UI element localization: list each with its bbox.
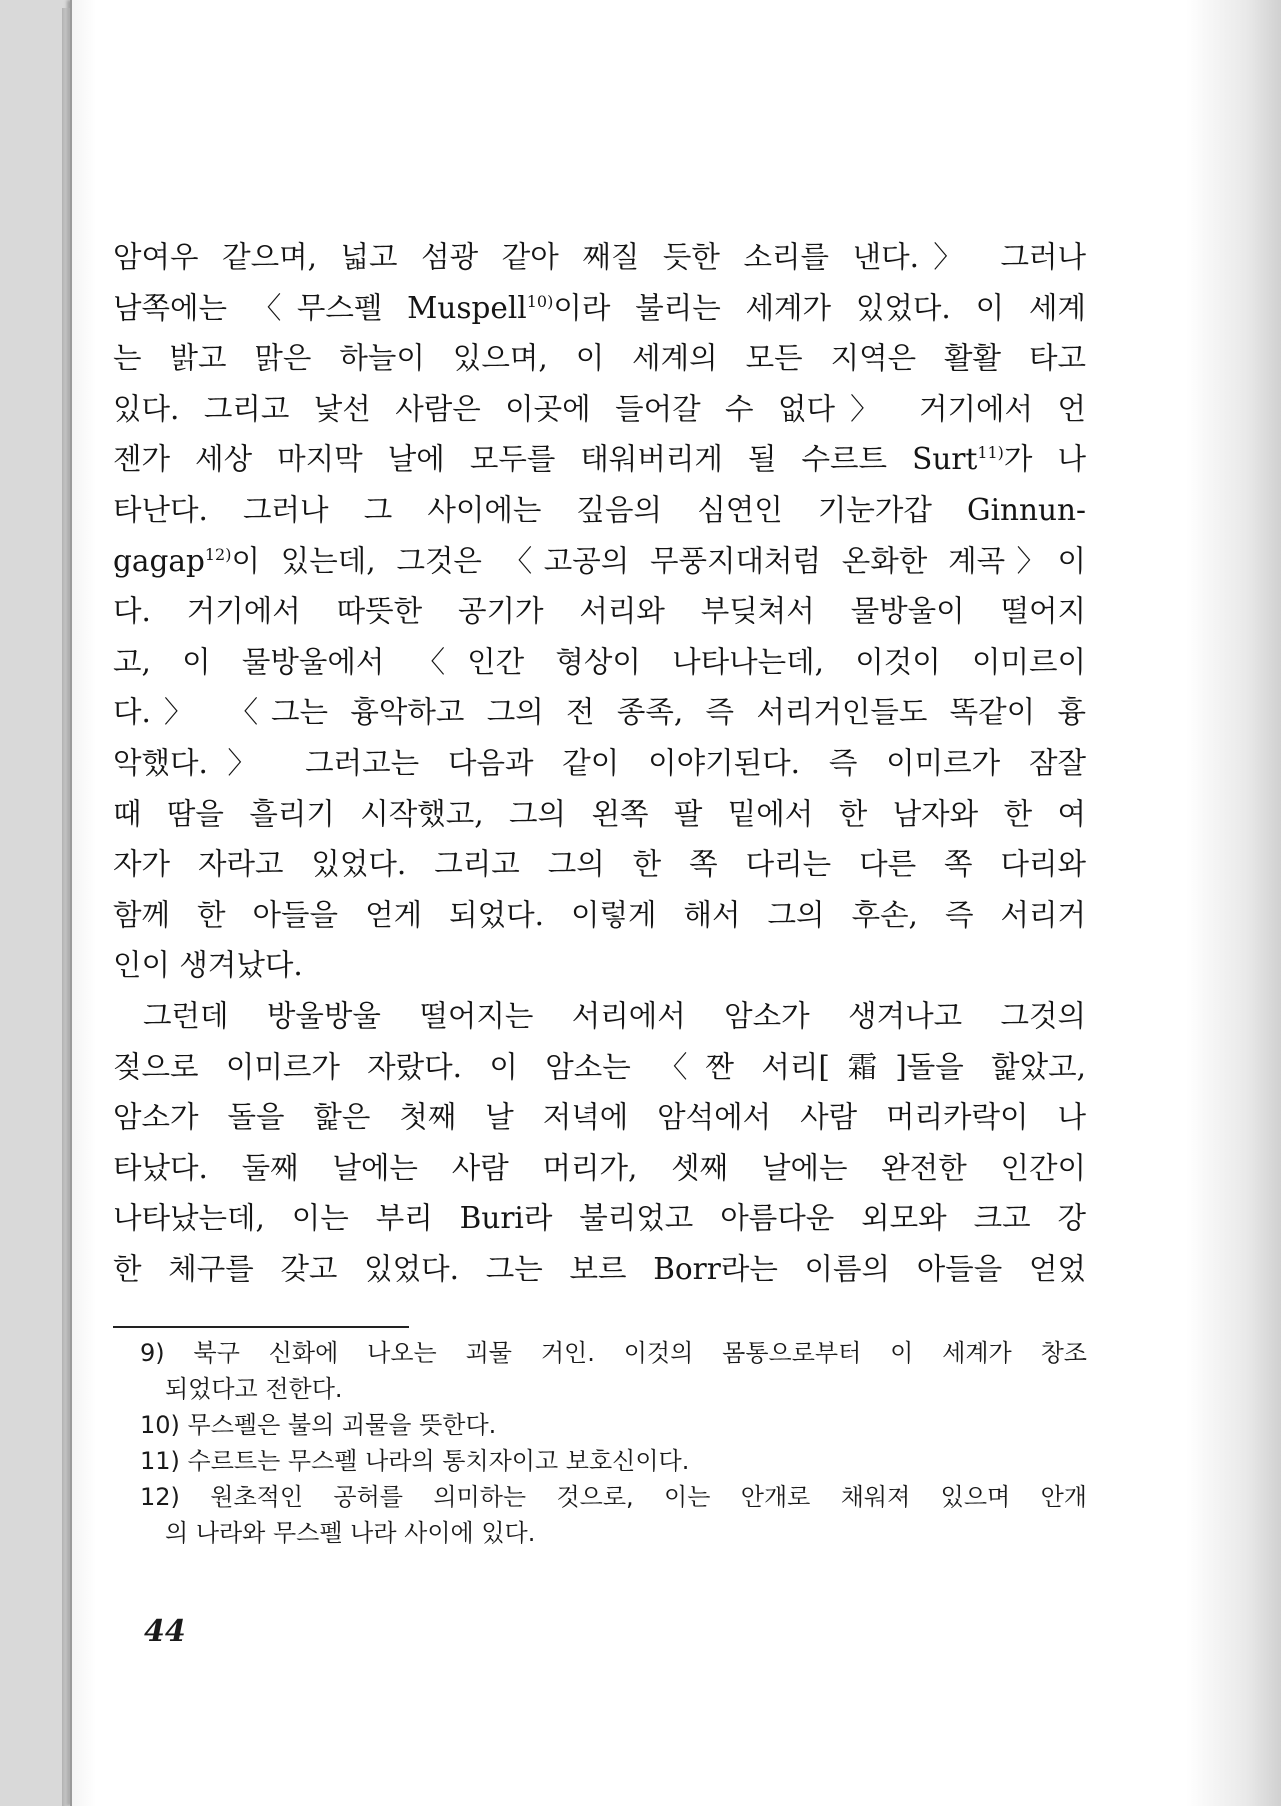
text-line: 는 밝고 맑은 하늘이 있으며, 이 세계의 모든 지역은 활활 타고 <box>113 341 1086 376</box>
text-line: 고, 이 물방울에서 〈인간 형상이 나타나는데, 이것이 이미르이 <box>113 644 1086 679</box>
text-line: 그런데 방울방울 떨어지는 서리에서 암소가 생겨나고 그것의 <box>143 998 1086 1033</box>
footnote-12: 12) 원초적인 공허를 의미하는 것으로, 이는 안개로 채워져 있으며 안개 <box>140 1483 1087 1511</box>
body-text <box>113 232 1086 1294</box>
text-line <box>113 283 1086 334</box>
footnotes <box>140 1335 1087 1551</box>
footnote-11: 11) 수르트는 무스펠 나라의 통치자이고 보호신이다. <box>140 1447 690 1475</box>
page-number: 44 <box>144 1614 186 1649</box>
text-line: 암소가 돌을 핥은 첫째 날 저녁에 암석에서 사람 머리카락이 나 <box>113 1100 1086 1135</box>
text-line: 자가 자라고 있었다. 그리고 그의 한 쪽 다리는 다른 쪽 다리와 <box>113 847 1086 882</box>
text-line <box>113 434 1086 485</box>
footnote-9-continued: 되었다고 전한다. <box>165 1375 343 1403</box>
text-line: 타났다. 둘째 날에는 사람 머리가, 셋째 날에는 완전한 인간이 <box>113 1150 1086 1185</box>
text-line: 인이 생겨났다. <box>113 948 303 983</box>
footnote-ref: 11) <box>977 443 1004 463</box>
text-line: 암여우 같으며, 넓고 섬광 같아 째질 듯한 소리를 낸다.〉 그러나 <box>113 240 1086 274</box>
text-line: 때 땀을 흘리기 시작했고, 그의 왼쪽 팔 밑에서 한 남자와 한 여 <box>113 796 1086 831</box>
footnote-10: 10) 무스펠은 불의 괴물을 뜻한다. <box>140 1411 497 1439</box>
text-line: 있다. 그리고 낯선 사람은 이곳에 들어갈 수 없다〉 거기에서 언 <box>113 391 1086 426</box>
text-segment: 이라 불리는 세계가 있었다. 이 세계 <box>553 290 1086 325</box>
text-segment: 가 나 <box>1003 442 1087 477</box>
footnote-12-continued: 의 나라와 무스펠 나라 사이에 있다. <box>165 1519 536 1547</box>
text-segment: gagap <box>113 543 205 578</box>
text-segment: 젠가 세상 마지막 날에 모두를 태워버리게 될 수르트 Surt <box>113 442 978 477</box>
footnote-ref: 10) <box>526 291 554 311</box>
text-line: 다. 거기에서 따뜻한 공기가 서리와 부딪쳐서 물방울이 떨어지 <box>113 594 1086 629</box>
text-segment: 이 있는데, 그것은 〈고공의 무풍지대처럼 온화한 계곡〉이 <box>231 543 1086 578</box>
footnote-ref: 12) <box>204 544 232 564</box>
text-segment: 남쪽에는 〈무스펠 Muspell <box>113 290 527 325</box>
text-line: 젖으로 이미르가 자랐다. 이 암소는 〈짠 서리[霜]돌을 핥았고, <box>113 1049 1086 1084</box>
footnote-9: 9) 북구 신화에 나오는 괴물 거인. 이것의 몸통으로부터 이 세계가 창조 <box>140 1339 1087 1367</box>
text-line: 타난다. 그러나 그 사이에는 깊음의 심연인 기눈가갑 Ginnun- <box>113 492 1086 527</box>
text-line <box>113 536 1086 587</box>
text-line: 다.〉 〈그는 흉악하고 그의 전 종족, 즉 서리거인들도 똑같이 흉 <box>113 695 1086 730</box>
page-edge-shadow <box>62 8 70 1806</box>
text-line: 나타났는데, 이는 부리 Buri라 불리었고 아름다운 외모와 크고 강 <box>113 1201 1086 1236</box>
text-line: 함께 한 아들을 얻게 되었다. 이렇게 해서 그의 후손, 즉 서리거 <box>113 897 1086 932</box>
text-line: 한 체구를 갖고 있었다. 그는 보르 Borr라는 이름의 아들을 얻었 <box>113 1251 1086 1286</box>
footnote-rule <box>113 1326 409 1328</box>
text-line: 악했다.〉 그러고는 다음과 같이 이야기된다. 즉 이미르가 잠잘 <box>113 745 1086 780</box>
